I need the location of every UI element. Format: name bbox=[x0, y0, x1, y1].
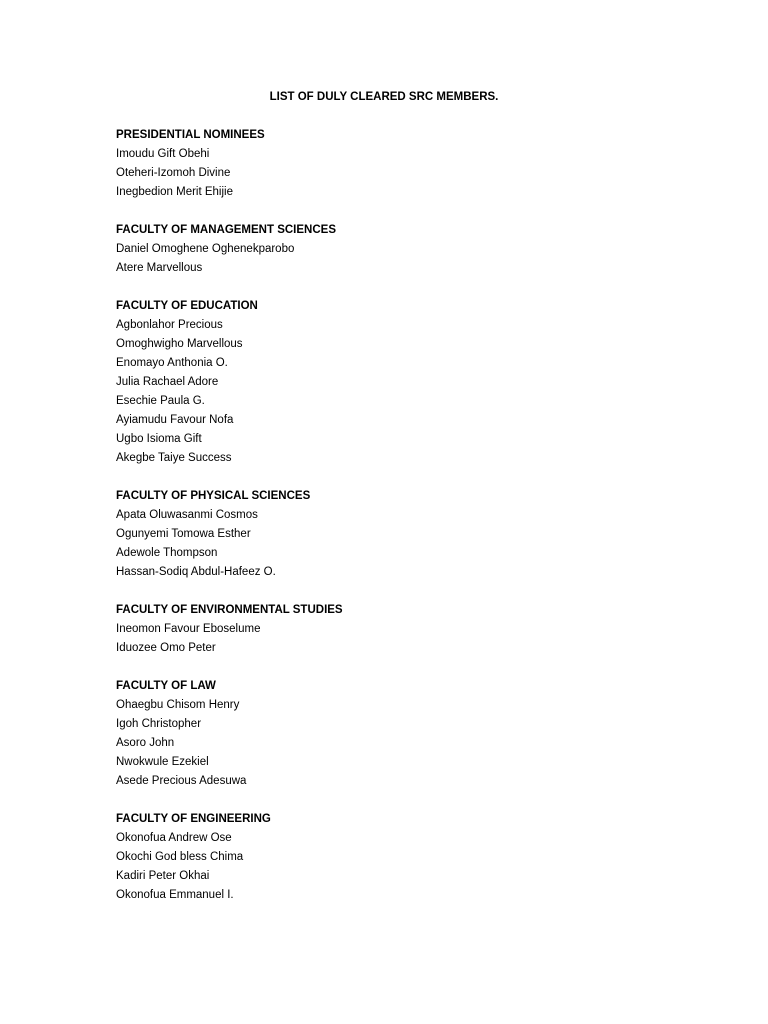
member-name: Hassan-Sodiq Abdul-Hafeez O. bbox=[116, 566, 276, 578]
member-name: Akegbe Taiye Success bbox=[116, 452, 232, 464]
member-name: Ineomon Favour Eboselume bbox=[116, 623, 261, 635]
member-name: Okochi God bless Chima bbox=[116, 851, 244, 863]
member-name: Agbonlahor Precious bbox=[116, 319, 223, 331]
member-name: Enomayo Anthonia O. bbox=[116, 357, 228, 369]
section-heading: FACULTY OF ENGINEERING bbox=[116, 813, 271, 825]
sections-list bbox=[116, 126, 676, 905]
section-heading: FACULTY OF LAW bbox=[116, 680, 216, 692]
member-name: Ogunyemi Tomowa Esther bbox=[116, 528, 251, 540]
member-name: Okonofua Emmanuel I. bbox=[116, 889, 234, 901]
faculty-section bbox=[116, 601, 676, 658]
faculty-section bbox=[116, 221, 676, 278]
member-name: Esechie Paula G. bbox=[116, 395, 205, 407]
member-name: Daniel Omoghene Oghenekparobo bbox=[116, 243, 295, 255]
member-name: Ayiamudu Favour Nofa bbox=[116, 414, 234, 426]
member-name: Inegbedion Merit Ehijie bbox=[116, 186, 233, 198]
faculty-section bbox=[116, 297, 676, 468]
faculty-section bbox=[116, 126, 676, 202]
faculty-section bbox=[116, 487, 676, 582]
member-name: Omoghwigho Marvellous bbox=[116, 338, 243, 350]
member-name: Asede Precious Adesuwa bbox=[116, 775, 247, 787]
member-name: Adewole Thompson bbox=[116, 547, 218, 559]
member-name: Ugbo Isioma Gift bbox=[116, 433, 202, 445]
section-heading: FACULTY OF ENVIRONMENTAL STUDIES bbox=[116, 604, 343, 616]
member-name: Okonofua Andrew Ose bbox=[116, 832, 232, 844]
section-heading: PRESIDENTIAL NOMINEES bbox=[116, 129, 265, 141]
member-name: Imoudu Gift Obehi bbox=[116, 148, 210, 160]
section-heading: FACULTY OF MANAGEMENT SCIENCES bbox=[116, 224, 336, 236]
member-name: Julia Rachael Adore bbox=[116, 376, 219, 388]
member-name: Apata Oluwasanmi Cosmos bbox=[116, 509, 258, 521]
member-name: Ohaegbu Chisom Henry bbox=[116, 699, 240, 711]
member-name: Asoro John bbox=[116, 737, 175, 749]
section-heading: FACULTY OF PHYSICAL SCIENCES bbox=[116, 490, 311, 502]
member-name: Oteheri-Izomoh Divine bbox=[116, 167, 231, 179]
document-title-text: LIST OF DULY CLEARED SRC MEMBERS. bbox=[269, 91, 499, 103]
section-heading: FACULTY OF EDUCATION bbox=[116, 300, 258, 312]
member-name: Igoh Christopher bbox=[116, 718, 202, 730]
member-name: Kadiri Peter Okhai bbox=[116, 870, 210, 882]
member-name: Iduozee Omo Peter bbox=[116, 642, 216, 654]
member-name: Nwokwule Ezekiel bbox=[116, 756, 209, 768]
member-name: Atere Marvellous bbox=[116, 262, 203, 274]
document-page bbox=[116, 88, 676, 924]
document-title bbox=[0, 88, 652, 107]
faculty-section bbox=[116, 677, 676, 791]
faculty-section bbox=[116, 810, 676, 905]
